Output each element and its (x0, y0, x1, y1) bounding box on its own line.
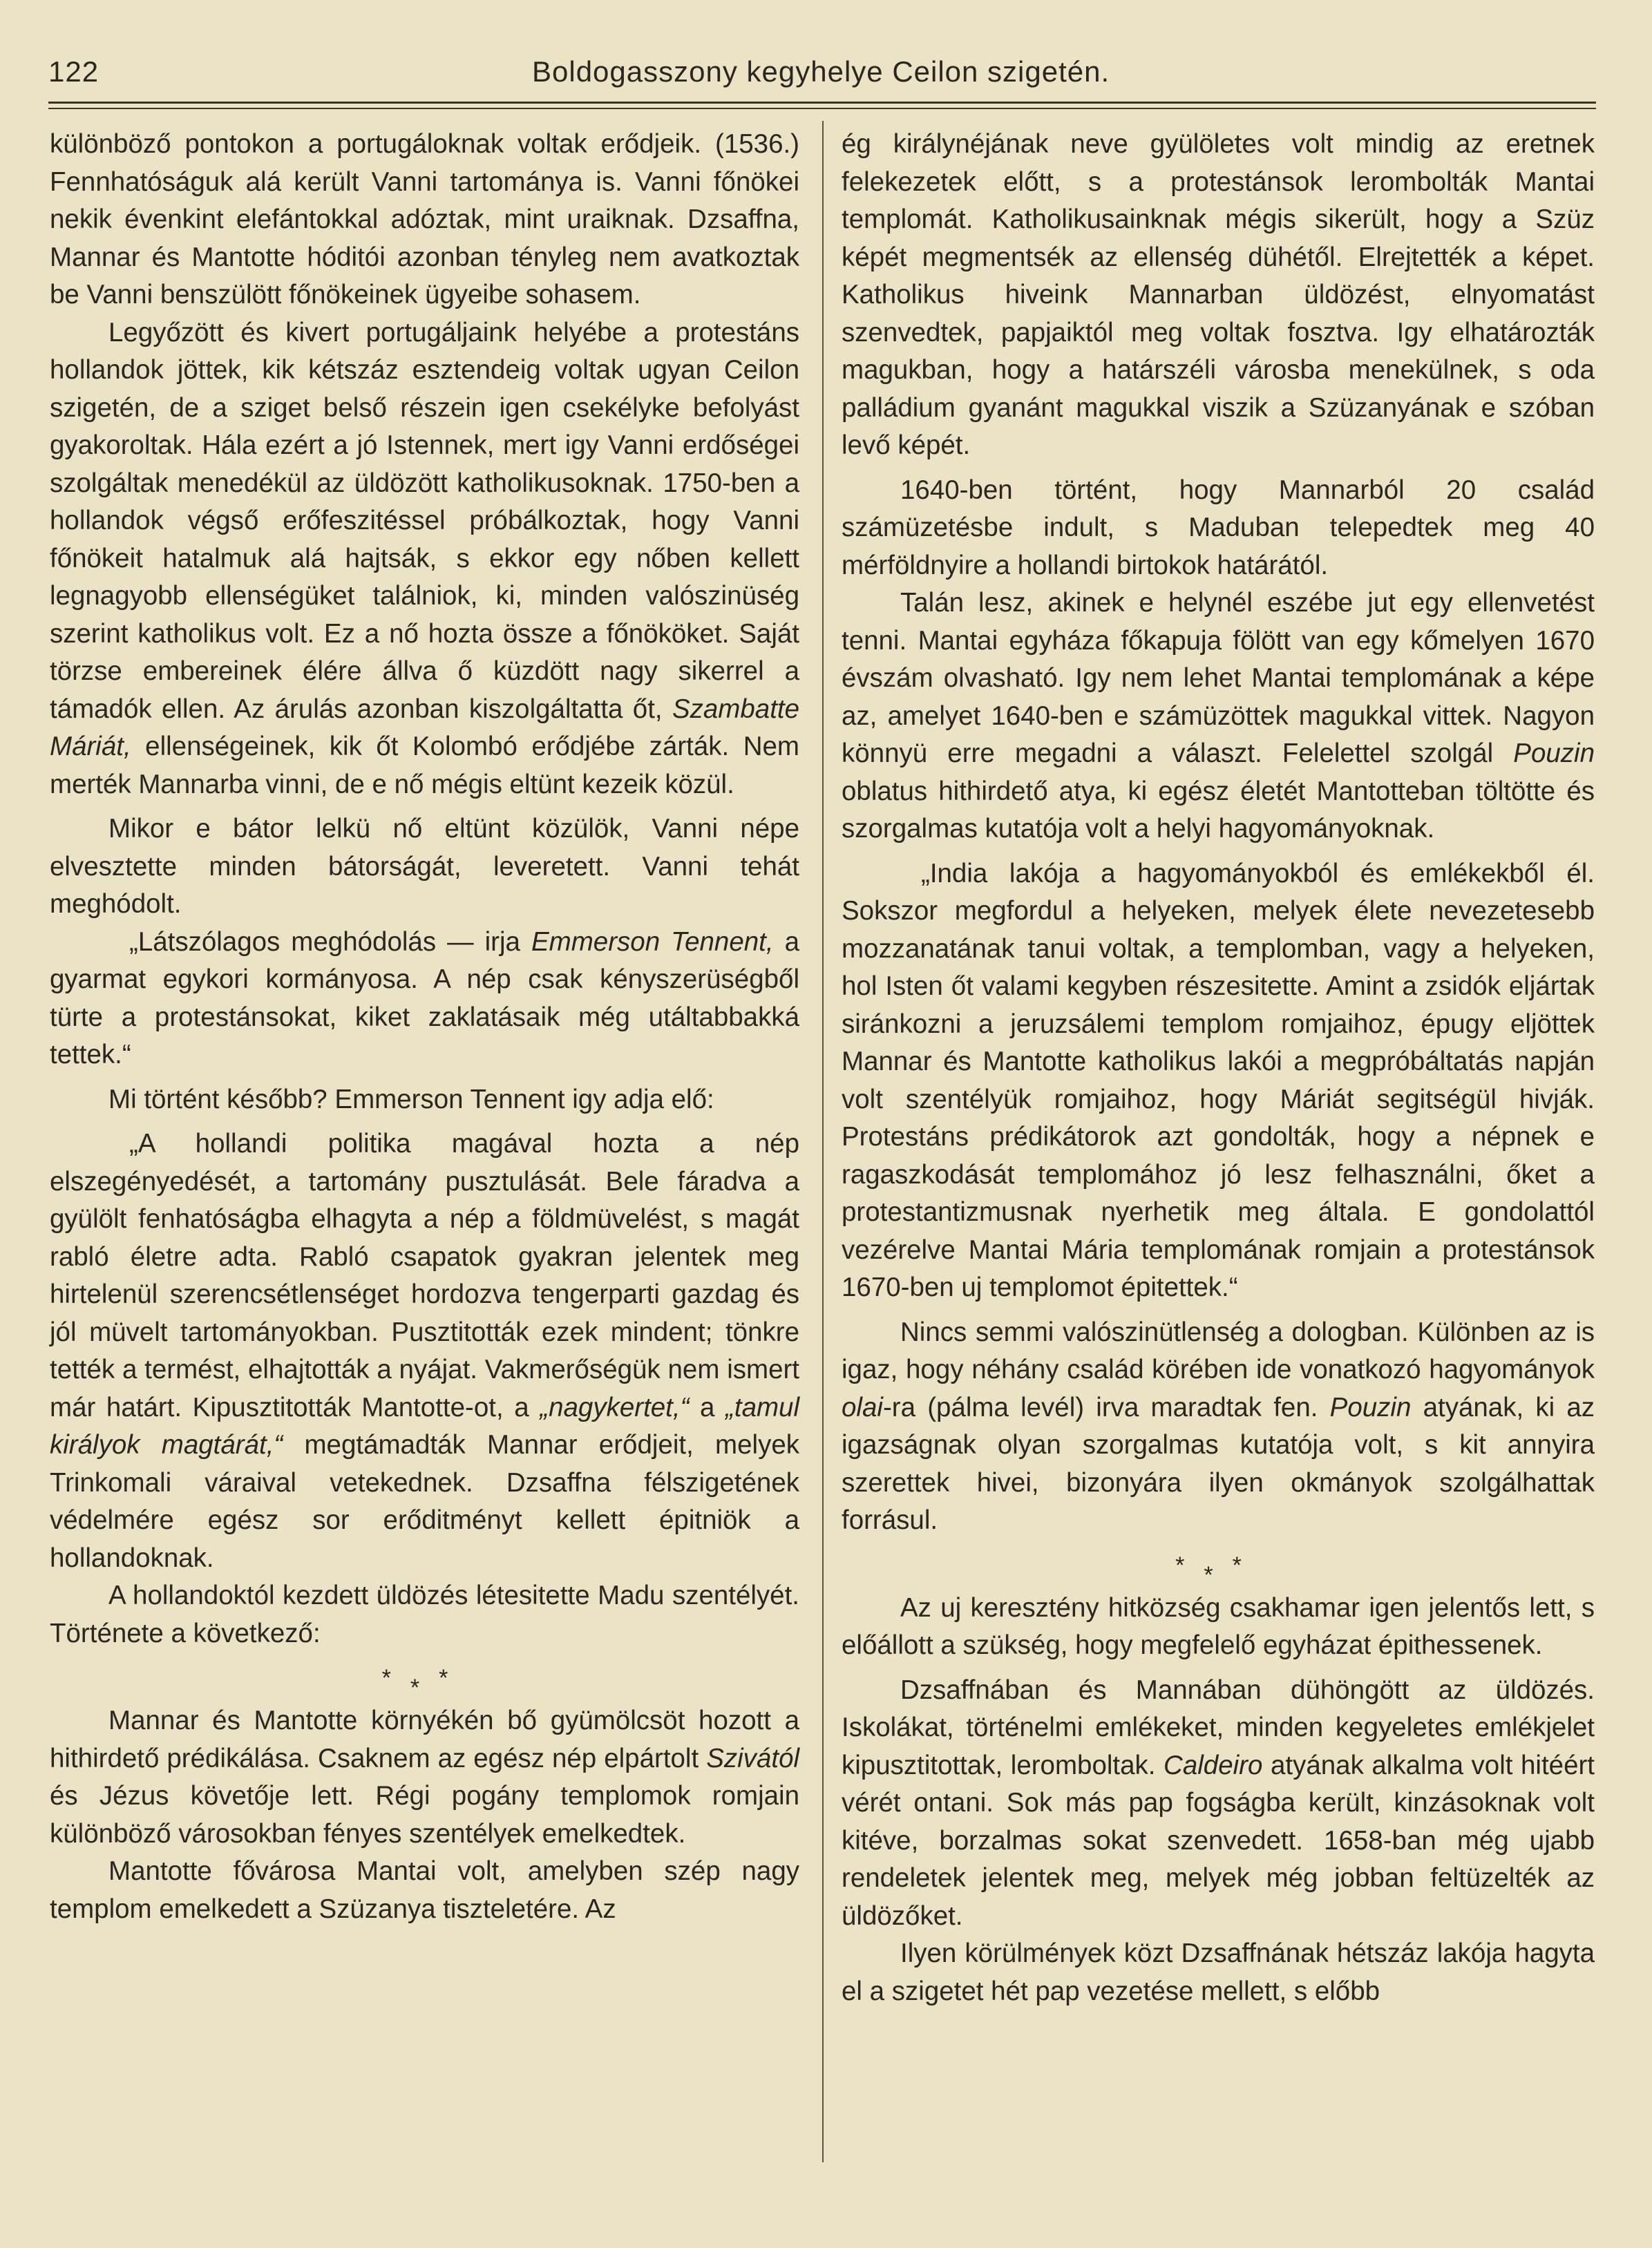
paragraph (50, 924, 799, 1074)
paragraph-text: ég királynéjának neve gyülöletes volt mindig az eretnek felekezetek előtt, s a protestánsok lerombolták Mantai templomát. Katholikusainknak mégis sikerült, hogy a Szüz képét megmentsék az ellenség dühétől. Elrejtették a képet. Katholikus hiveink Mannarban üldözést, elnyomatást szenvedtek, papjaiktól meg voltak fosztva. Igy elhatározták magukban, hogy a határszéli városba menekülnek, s oda palládium gyanánt magukkal viszik a Szüzanyának e szóban levő képét. (842, 129, 1595, 460)
paragraph (842, 1314, 1595, 1540)
paragraph-text: atyának, ki az igazságnak olyan szorgalmas kutatója volt, s kit annyira szerettek hivei, bizonyára ilyen okmányok szolgálhattak forrásul. (842, 1392, 1595, 1535)
star: * (439, 1665, 468, 1691)
italic-quote: „tamul királyok magtárát,“ (50, 1392, 800, 1460)
italic-name: Pouzin (1329, 1392, 1412, 1422)
paragraph-text: Ilyen körülmények közt Dzsaffnának hétszáz lakója hagyta el a szigetet hét pap vezetése mellett, s előbb (842, 1939, 1595, 2006)
italic-name: Caldeiro (1164, 1750, 1263, 1780)
italic-name: Pouzin (1513, 739, 1595, 768)
paragraph-text: Mi történt később? Emmerson Tennent igy adja elő: (108, 1084, 714, 1114)
paragraph-text: különböző pontokon a portugáloknak voltak erődjeik. (1536.) Fennhatóságuk alá került Vanni tartománya is. Vanni főnökei nekik évenkint elefántokkal adóztak, mint uraiknak. Dzsaffna, Mannar és Mantotte hóditói azonban tényleg nem avatkoztak be Vanni benszülött főnökeinek ügyeibe sohasem. (50, 129, 799, 309)
paragraph-text: Mannar és Mantotte környékén bő gyümölcsöt hozott a hithirdető prédikálása. Csaknem az egész nép elpártolt (50, 1706, 799, 1773)
paragraph-text: atyának alkalma volt hitéért vérét ontani. Sok más pap fogságba került, kinzásoknak volt kitéve, borzalmas sokat szenvedett. 1658-ban még ujabb rendeletek jelentek meg, melyek még jobban feltüzelték az üldözőket. (842, 1750, 1595, 1931)
star: * (410, 1675, 439, 1701)
paragraph-text: megtámadták Mannar erődjeit, melyek Trinkomali váraival vetekednek. Dzsaffna félszigetének védelmére egész sor erőditményt kellett épitniök a hollandoknak. (50, 1430, 799, 1573)
paragraph (50, 1702, 799, 1853)
header-rule-bottom (48, 108, 1596, 109)
page-header (48, 55, 1596, 97)
page-number: 122 (48, 55, 99, 88)
paragraph-text: „A hollandi politika magával hozta a nép elszegényedését, a tartomány pusztulását. Bele fáradva a gyülölt fenhatóságba elhagyta a nép a földmüvelést, s magát rabló életre adta. Rabló csapatok gyakran jelentek meg hirtelenül szerencsétlenséget hordozva tengerparti gazdag és jól müvelt tartományokban. Pusztitották ezek mindent; tönkre tették a termést, elhajtották a nyájat. Vakmerőségük nem ismert már határt. Kipusztitották Mantotte-ot, a (50, 1129, 799, 1422)
left-column (50, 126, 799, 1928)
paragraph-text: A hollandoktól kezdett üldözés létesitette Madu szentélyét. Története a következő: (50, 1581, 799, 1648)
paragraph-text: Dzsaffnában és Mannában dühöngött az üldözés. Iskolákat, történelmi emlékeket, minden kegyeletes emlékjelet kipusztitottak, leromboltak. (842, 1675, 1595, 1780)
paragraph (50, 810, 799, 924)
paragraph (842, 472, 1595, 585)
paragraph (50, 1081, 799, 1119)
running-title: Boldogasszony kegyhelye Ceilon szigetén. (532, 55, 1110, 88)
italic-name: Szivától (706, 1743, 799, 1773)
paragraph-text: Talán lesz, akinek e helynél eszébe jut egy ellenvetést tenni. Mantai egyháza főkapuja fölött van egy kőmelyen 1670 évszám olvasható. Igy nem lehet Mantai templomának a képe az, amelyet 1640-ben e számüzöttek magukkal vittek. Nagyon könnyü erre megadni a választ. Felelettel szolgál (842, 588, 1595, 768)
paragraph-text: Mantotte fővárosa Mantai volt, amelyben szép nagy templom emelkedett a Szüzanya tiszteletére. Az (50, 1856, 799, 1924)
paragraph (842, 855, 1595, 1307)
paragraph-text: Nincs semmi valószinütlenség a dologban. Különben az is igaz, hogy néhány család körében ide vonatkozó hagyományok (842, 1317, 1595, 1384)
star: * (1175, 1552, 1204, 1579)
paragraph-text: „India lakója a hagyományokból és emlékekből él. Sokszor megfordul a helyeken, melyek élete nevezetesebb mozzanatának tanui voltak, a templomban, vagy a helyeken, hol Isten őt valami kegyben részesitette. Amint a zsidók eljártak siránkozni a jeruzsálemi templom romjaihoz, épugy eljöttek Mannar és Mantotte katholikus lakói a megpróbáltatás napján volt szentélyük romjaihoz, hogy Máriát segitségül hivják. Protestáns prédikátorok azt gondolták, hogy a népnek e ragaszkodását templomához jó lesz felhasználni, őket a protestantizmusnak nyerhetik meg általa. E gondolattól vezérelve Mantai Mária templomának romjain a protestánsok 1670-ben uj templomot épitettek.“ (842, 858, 1595, 1302)
paragraph (842, 1935, 1595, 2010)
paragraph (842, 584, 1595, 848)
italic-quote: „nagykertet,“ (540, 1392, 690, 1422)
paragraph (50, 314, 799, 804)
italic-term: olai (842, 1392, 883, 1422)
paragraph-text: 1640-ben történt, hogy Mannarból 20 család számüzetésbe indult, s Maduban telepedtek meg 40 mérföldnyire a hollandi birtokok határától. (842, 475, 1595, 580)
right-column (842, 126, 1595, 2010)
italic-name: Szambatte Máriát, (50, 694, 799, 761)
paragraph (50, 1853, 799, 1928)
paragraph-text: Mikor e bátor lelkü nő eltünt közülök, Vanni népe elvesztette minden bátorságát, leveretett. Vanni tehát meghódolt. (50, 814, 799, 919)
paragraph-text: a gyarmat egykori kormányosa. A nép csak kényszerüségből türte a protestánsokat, kiket zaklatásaik még utáltabbakká tettek.“ (50, 926, 800, 1069)
star: * (1232, 1552, 1261, 1579)
header-rule-top (48, 102, 1596, 104)
paragraph-text: oblatus hithirdető atya, ki egész életét Mantotteban töltötte és szorgalmas kutatója volt a helyi hagyományoknak. (842, 776, 1595, 844)
section-break-stars (50, 1658, 799, 1701)
paragraph (50, 1125, 799, 1577)
column-divider (822, 121, 824, 2162)
paragraph (842, 1590, 1595, 1665)
paragraph (50, 126, 799, 314)
paragraph-text: a (700, 1392, 715, 1422)
paragraph-text: „Látszólagos meghódolás — irja (129, 926, 520, 957)
paragraph-text: -ra (pálma levél) irva maradtak fen. (882, 1392, 1318, 1422)
paragraph (842, 1672, 1595, 1936)
star: * (1204, 1561, 1233, 1588)
paragraph-text: ellenségeinek, kik őt Kolombó erődjébe zárták. Nem merték Mannarba vinni, de e nő mégis eltünt kezeik közül. (50, 732, 799, 799)
italic-name: Emmerson Tennent, (531, 926, 774, 957)
paragraph-text: Az uj keresztény hitközség csakhamar igen jelentős lett, s előállott a szükség, hogy megfelelő egyházat épithessenek. (842, 1592, 1595, 1660)
star: * (381, 1665, 410, 1691)
paragraph (50, 1577, 799, 1652)
paragraph (842, 126, 1595, 465)
section-break-stars (842, 1545, 1595, 1588)
paragraph-text: Legyőzött és kivert portugáljaink helyébe a protestáns hollandok jöttek, kik kétszáz esztendeig voltak ugyan Ceilon szigetén, de a sziget belső részein igen csekélyke befolyást gyakoroltak. Hála ezért a jó Istennek, mert igy Vanni erdőségei szolgáltak menedékül az üldözött katholikusoknak. 1750-ben a hollandok végső erőfeszitéssel próbálkoztak, hogy Vanni főnökeit hatalmuk alá hajtsák, s ekkor egy nőben kellett legnagyobb ellenségüket találniok, ki, minden valószinüség szerint katholikus volt. Ez a nő hozta össze a főnököket. Saját törzse embereinek élére állva ő küzdött nagy sikerrel a támadók ellen. Az árulás azonban kiszolgáltatta őt, (50, 317, 799, 724)
paragraph-text: és Jézus követője lett. Régi pogány templomok romjain különböző városokban fényes szentélyek emelkedtek. (50, 1781, 799, 1849)
